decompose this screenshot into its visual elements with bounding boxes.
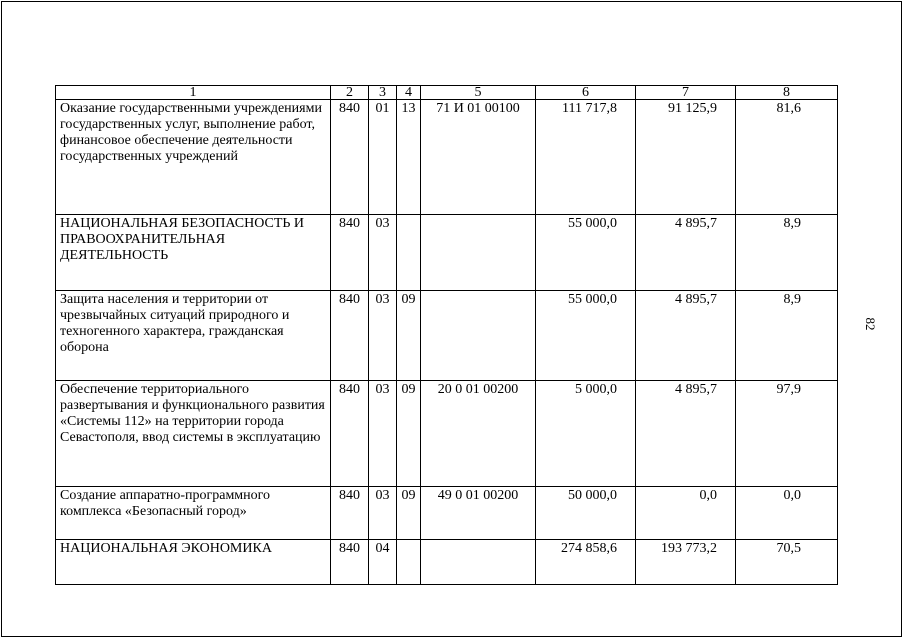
cell-target-article <box>421 215 536 291</box>
table-row <box>56 487 838 540</box>
table-row <box>56 291 838 381</box>
budget-table <box>55 85 838 585</box>
cell-percent: 70,5 <box>736 540 838 585</box>
cell-percent: 8,9 <box>736 291 838 381</box>
cell-ministry-code: 840 <box>331 487 369 540</box>
cell-planned: 111 717,8 <box>536 100 636 215</box>
table-row <box>56 215 838 291</box>
row-name: НАЦИОНАЛЬНАЯ БЕЗОПАСНОСТЬ И ПРАВООХРАНИТЕЛЬНАЯ ДЕЯТЕЛЬНОСТЬ <box>56 215 331 291</box>
table-row <box>56 100 838 215</box>
cell-executed: 4 895,7 <box>636 291 736 381</box>
cell-ministry-code: 840 <box>331 381 369 487</box>
table-header-row <box>56 86 838 100</box>
column-header: 7 <box>636 86 736 100</box>
cell-planned: 5 000,0 <box>536 381 636 487</box>
cell-subsection: 09 <box>397 291 421 381</box>
column-header: 6 <box>536 86 636 100</box>
cell-target-article: 71 И 01 00100 <box>421 100 536 215</box>
cell-target-article: 20 0 01 00200 <box>421 381 536 487</box>
column-header: 1 <box>56 86 331 100</box>
cell-percent: 97,9 <box>736 381 838 487</box>
cell-executed: 4 895,7 <box>636 215 736 291</box>
cell-executed: 4 895,7 <box>636 381 736 487</box>
cell-ministry-code: 840 <box>331 215 369 291</box>
cell-executed: 193 773,2 <box>636 540 736 585</box>
cell-subsection: 09 <box>397 487 421 540</box>
cell-planned: 55 000,0 <box>536 215 636 291</box>
column-header: 3 <box>369 86 397 100</box>
cell-percent: 81,6 <box>736 100 838 215</box>
cell-target-article <box>421 291 536 381</box>
column-header: 4 <box>397 86 421 100</box>
cell-target-article <box>421 540 536 585</box>
row-name: НАЦИОНАЛЬНАЯ ЭКОНОМИКА <box>56 540 331 585</box>
cell-planned: 55 000,0 <box>536 291 636 381</box>
cell-ministry-code: 840 <box>331 291 369 381</box>
cell-percent: 8,9 <box>736 215 838 291</box>
cell-executed: 0,0 <box>636 487 736 540</box>
cell-planned: 274 858,6 <box>536 540 636 585</box>
cell-section: 01 <box>369 100 397 215</box>
cell-ministry-code: 840 <box>331 100 369 215</box>
cell-planned: 50 000,0 <box>536 487 636 540</box>
column-header: 8 <box>736 86 838 100</box>
cell-percent: 0,0 <box>736 487 838 540</box>
cell-subsection: 13 <box>397 100 421 215</box>
cell-subsection <box>397 540 421 585</box>
cell-section: 03 <box>369 487 397 540</box>
cell-section: 04 <box>369 540 397 585</box>
table-row <box>56 381 838 487</box>
cell-section: 03 <box>369 291 397 381</box>
cell-target-article: 49 0 01 00200 <box>421 487 536 540</box>
cell-section: 03 <box>369 215 397 291</box>
cell-ministry-code: 840 <box>331 540 369 585</box>
column-header: 2 <box>331 86 369 100</box>
row-name: Оказание государственными учреждениями государственных услуг, выполнение работ, финансовое обеспечение деятельности государственных учреждений <box>56 100 331 215</box>
cell-executed: 91 125,9 <box>636 100 736 215</box>
column-header: 5 <box>421 86 536 100</box>
row-name: Обеспечение территориального развертывания и функционального развития «Системы 112» на территории города Севастополя, ввод системы в эксплуатацию <box>56 381 331 487</box>
cell-section: 03 <box>369 381 397 487</box>
table-row <box>56 540 838 585</box>
row-name: Создание аппаратно-программного комплекса «Безопасный город» <box>56 487 331 540</box>
cell-subsection <box>397 215 421 291</box>
cell-subsection: 09 <box>397 381 421 487</box>
row-name: Защита населения и территории от чрезвычайных ситуаций природного и техногенного характера, гражданская оборона <box>56 291 331 381</box>
page-number: 82 <box>863 317 878 331</box>
